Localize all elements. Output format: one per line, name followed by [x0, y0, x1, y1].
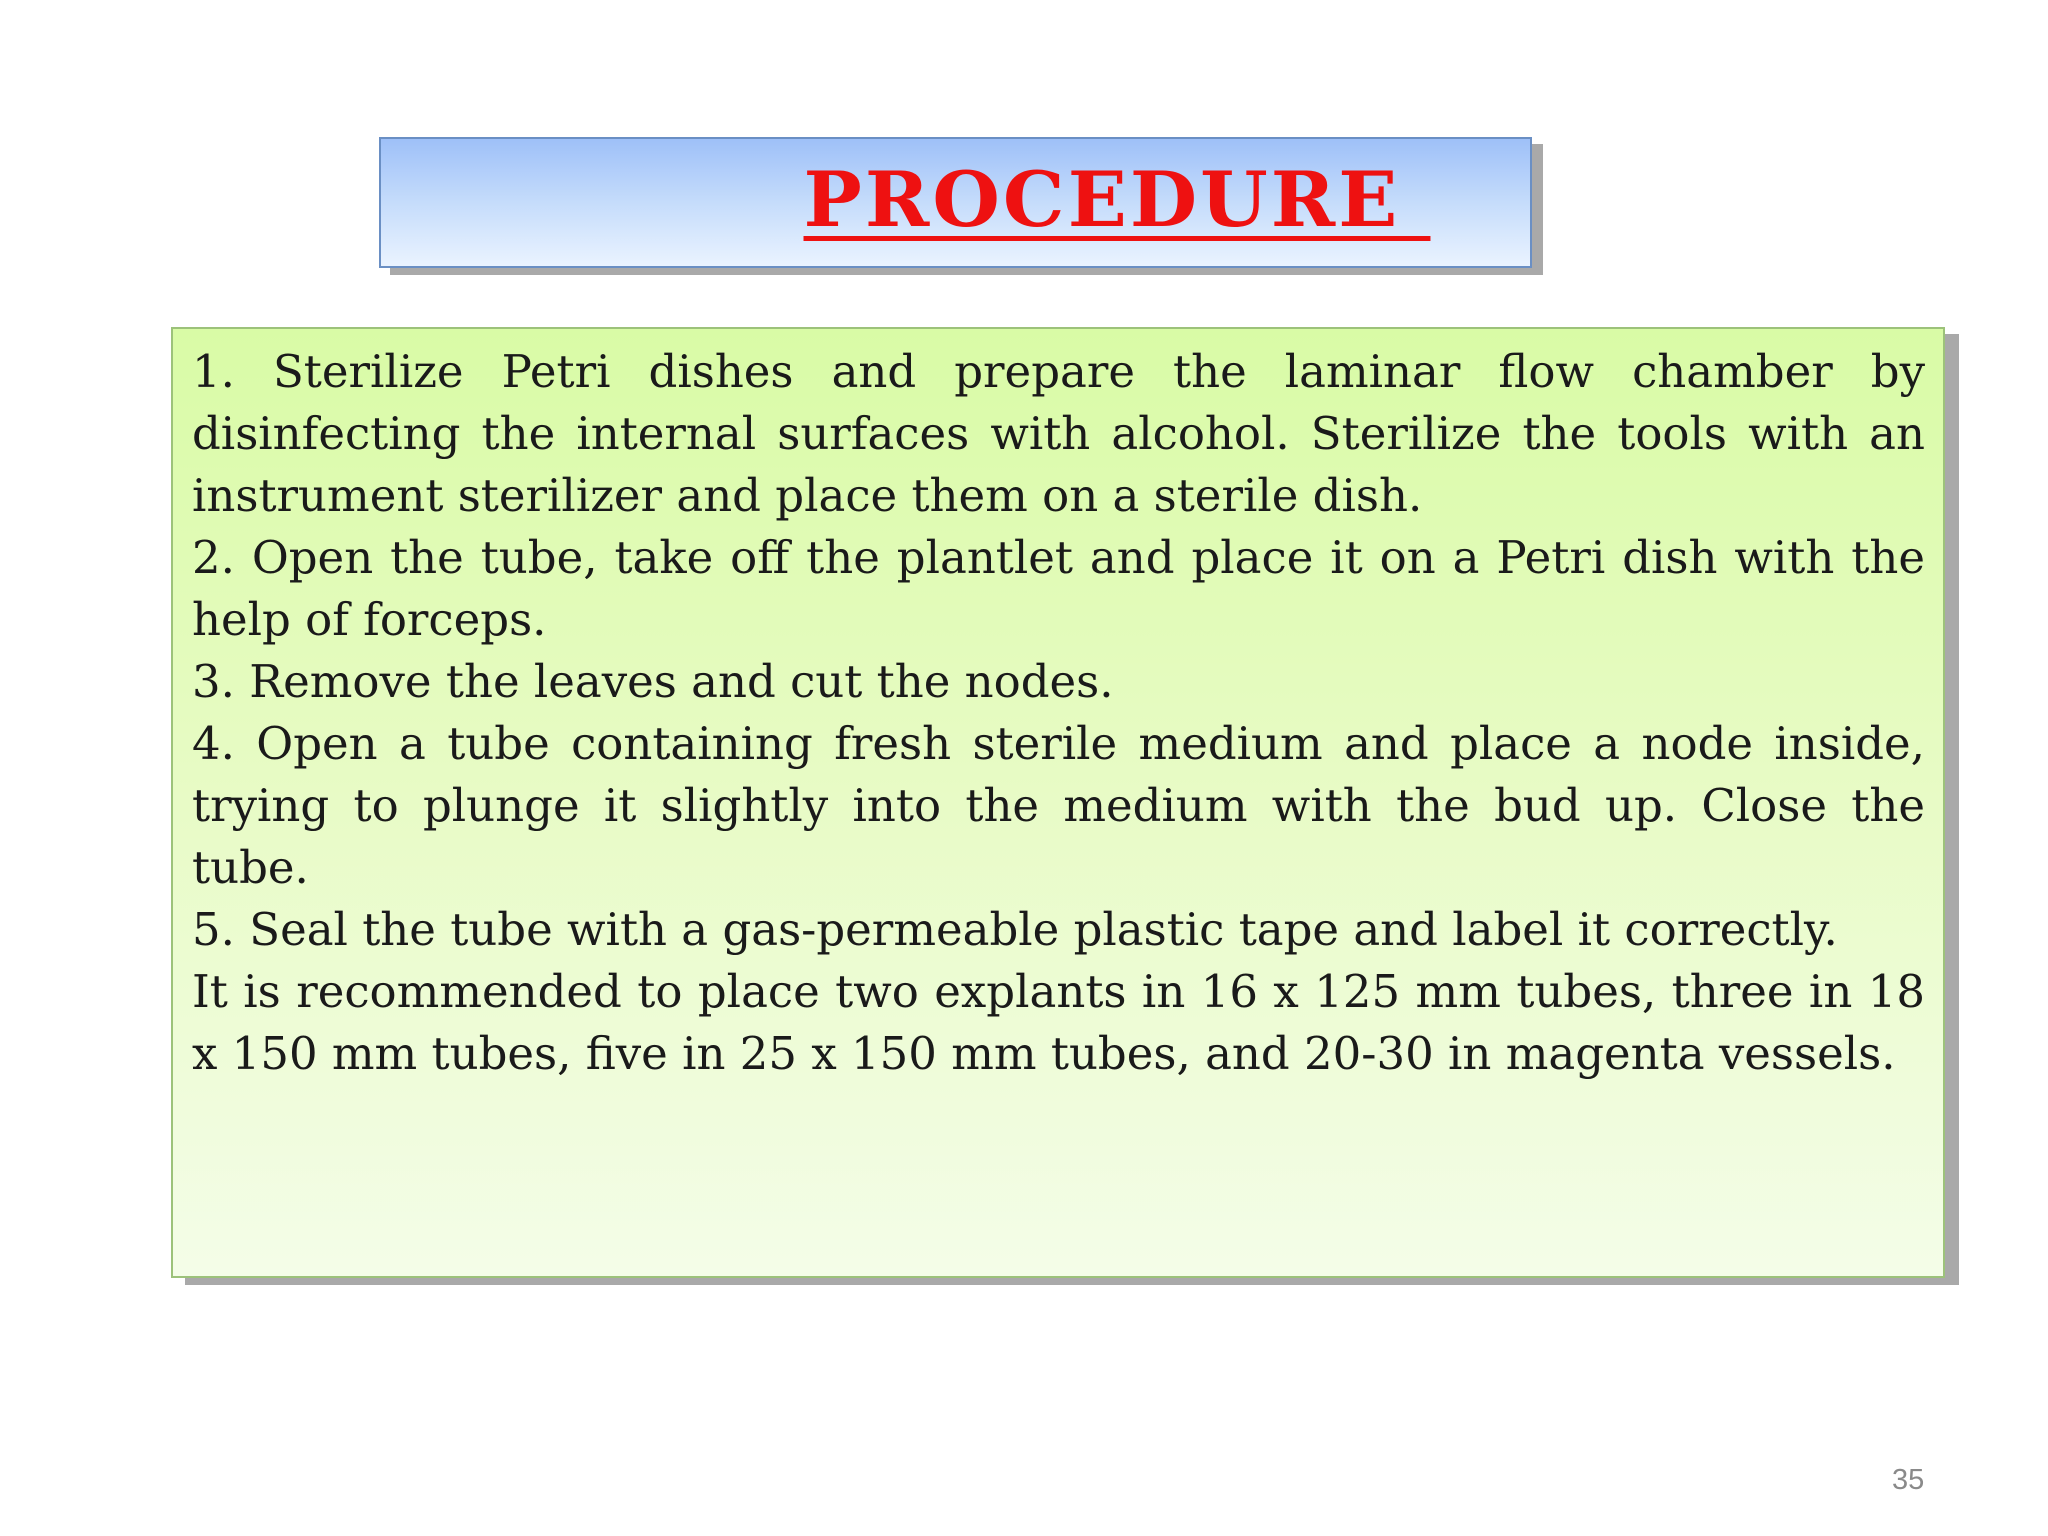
procedure-step-5: 5. Seal the tube with a gas-permeable plastic tape and label it correctly. [192, 903, 1838, 956]
procedure-text [192, 341, 1925, 1085]
procedure-step-4: 4. Open a tube containing fresh sterile medium and place a node inside, trying to plunge it slightly into the medium with the bud up. Close the tube. [192, 717, 1925, 894]
page-number: 35 [1892, 1464, 1925, 1496]
slide-title: PROCEDURE [803, 155, 1431, 244]
procedure-step-2: 2. Open the tube, take off the plantlet and place it on a Petri dish with the help of forceps. [192, 531, 1925, 646]
procedure-step-1: 1. Sterilize Petri dishes and prepare the laminar flow chamber by disinfecting the internal surfaces with alcohol. Sterilize the tools with an instrument sterilizer and place them on a sterile dish. [192, 345, 1925, 522]
procedure-recommendation: It is recommended to place two explants in 16 x 125 mm tubes, three in 18 x 150 mm tubes, five in 25 x 150 mm tubes, and 20-30 in magenta vessels. [192, 965, 1925, 1080]
procedure-step-3: 3. Remove the leaves and cut the nodes. [192, 655, 1114, 708]
